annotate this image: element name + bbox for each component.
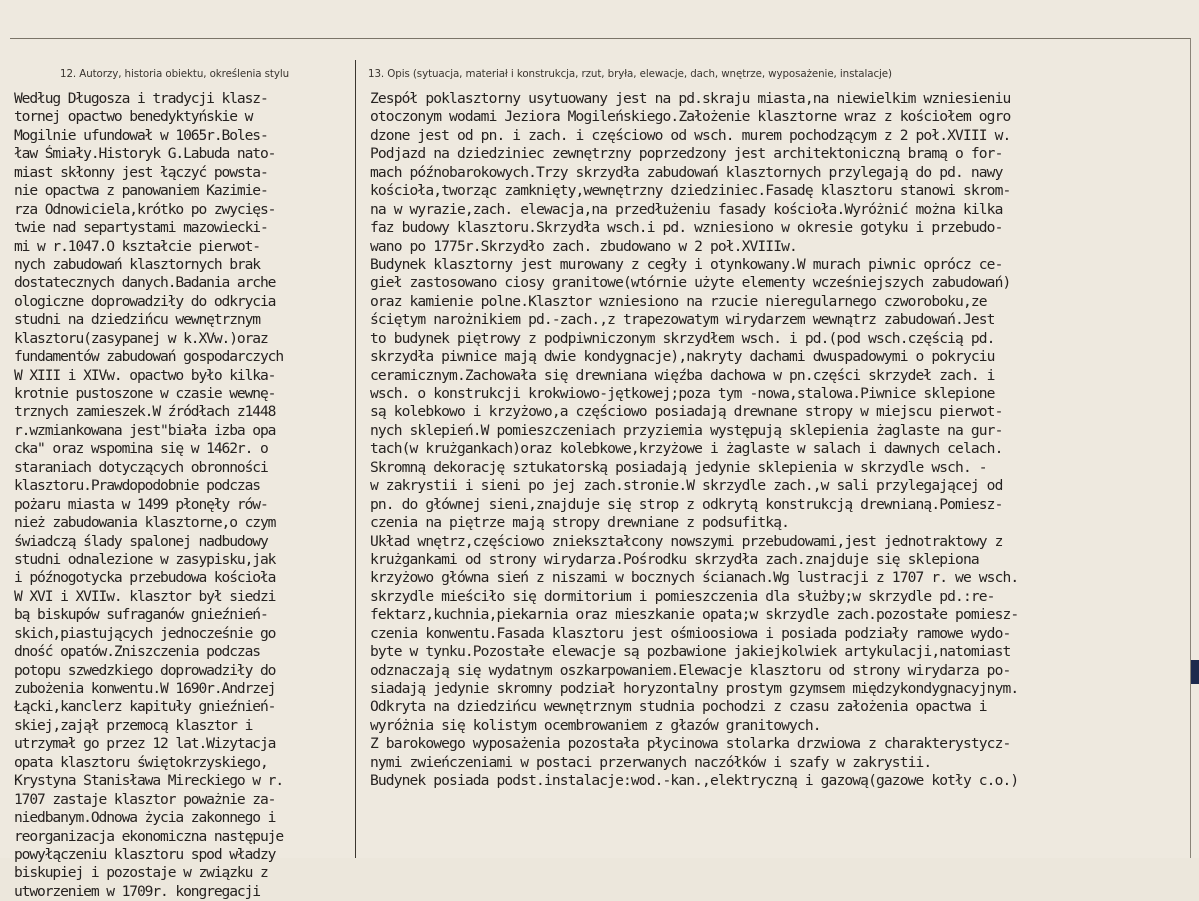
history-text-line: bą biskupów sufraganów gnieźnień- bbox=[14, 606, 268, 624]
description-text-line: na w wyrazie,zach. elewacja,na przedłużeniu fasady kościoła.Wyróżnić można kilka bbox=[370, 200, 1003, 218]
description-text-line: nych sklepień.W pomieszczeniach przyziemia występują sklepienia żaglaste na gur- bbox=[370, 421, 1003, 439]
history-text-line: mi w r.1047.O kształcie pierwot- bbox=[14, 237, 260, 255]
description-text-line: siadają jedynie skromny podział horyzontalny prostym gzymsem międzykondygnacyjnym. bbox=[370, 680, 1019, 697]
history-text-line: nież zabudowania klasztorne,o czym bbox=[14, 514, 276, 532]
description-text-line: czenia konwentu.Fasada klasztoru jest ośmioosiowa i posiada podziały ramowe wydo- bbox=[370, 624, 1011, 642]
description-text-line: pn. do głównej sieni,znajduje się strop z odkrytą konstrukcją drewnianą.Pomiesz- bbox=[370, 495, 1003, 513]
description-text-line: krużgankami od strony wirydarza.Pośrodku skrzydła zach.znajduje się sklepiona bbox=[370, 550, 979, 568]
description-text-line: krzyżowo główna sień z niszami w bocznych ścianach.Wg lustracji z 1707 r. we wsch. bbox=[370, 569, 1019, 587]
description-text-line: byte w tynku.Pozostałe elewacje są pozbawione jakiejkolwiek artykulacji,natomiast bbox=[370, 643, 1011, 661]
history-text-column bbox=[14, 90, 356, 901]
history-text-line: i późnogotycka przebudowa kościoła bbox=[14, 569, 276, 587]
history-text-line: niedbanym.Odnowa życia zakonnego i bbox=[14, 809, 276, 827]
history-text-line: reorganizacja ekonomiczna następuje bbox=[14, 827, 284, 845]
description-text-line: Podjazd na dziedziniec zewnętrzny poprzedzony jest architektoniczną bramą o for- bbox=[370, 145, 1003, 163]
history-text-line: Według Długosza i tradycji klasz- bbox=[14, 90, 268, 107]
description-text-line: ściętym narożnikiem pd.-zach.,z trapezowatym wirydarzem wewnątrz zabudowań.Jest bbox=[370, 311, 995, 329]
history-text-line: Łącki,kanclerz kapituły gnieźnień- bbox=[14, 698, 276, 716]
description-text-line: Z barokowego wyposażenia pozostała płycinowa stolarka drzwiowa z charakterystycz- bbox=[370, 735, 1011, 753]
history-text-line: klasztoru(zasypanej w k.XVw.)oraz bbox=[14, 329, 268, 347]
history-text-line: opata klasztoru świętokrzyskiego, bbox=[14, 753, 268, 771]
description-text-line: wano po 1775r.Skrzydło zach. zbudowano w 2 poł.XVIIIw. bbox=[370, 237, 797, 255]
section-13-header: 13. Opis (sytuacja, materiał i konstrukcja, rzut, bryła, elewacje, dach, wnętrze, wyposażenie, instalacje) bbox=[368, 68, 892, 80]
history-text-line: dostatecznych danych.Badania arche bbox=[14, 274, 276, 292]
history-text-line: utworzeniem w 1709r. kongregacji bbox=[14, 882, 260, 900]
history-text-line: skich,piastujących jednocześnie go bbox=[14, 624, 276, 642]
description-text-line: tach(w krużgankach)oraz kolebkowe,krzyżowe i żaglaste w salach i dawnych celach. bbox=[370, 440, 1003, 458]
history-text-line: zubożenia konwentu.W 1690r.Andrzej bbox=[14, 680, 276, 697]
description-text-line: są kolebkowo i krzyżowo,a częściowo posiadają drewnane stropy w miejscu pierwot- bbox=[370, 403, 1003, 421]
description-text-line: odznaczają się wydatnym oszkarpowaniem.Elewacje klasztoru od strony wirydarza po- bbox=[370, 661, 1011, 679]
description-text-line: to budynek piętrowy z podpiwniczonym skrzydłem wsch. i pd.(pod wsch.częścią pd. bbox=[370, 329, 995, 347]
description-text-line: mach późnobarokowych.Trzy skrzydła zabudowań klasztornych przylegają do pd. nawy bbox=[370, 163, 1003, 181]
history-text-line: ław Śmiały.Historyk G.Labuda nato- bbox=[14, 145, 276, 163]
history-text-line: klasztoru.Prawdopodobnie podczas bbox=[14, 477, 260, 495]
history-text-line: Krystyna Stanisława Mireckiego w r. bbox=[14, 772, 284, 790]
top-border-line bbox=[10, 38, 1190, 39]
history-text-line: studni odnalezione w zasypisku,jak bbox=[14, 550, 276, 568]
section-12-header: 12. Autorzy, historia obiektu, określenia stylu bbox=[60, 68, 290, 80]
history-text-line: staraniach dotyczących obronności bbox=[14, 458, 268, 476]
history-text-line: trznych zamieszek.W źródłach z1448 bbox=[14, 403, 276, 421]
history-text-line: świadczą ślady spalonej nadbudowy bbox=[14, 532, 268, 550]
description-text-line: nymi zwieńczeniami w postaci przerwanych naczółków i szafy w zakrystii. bbox=[370, 753, 932, 771]
history-text-line: skiej,zajął przemocą klasztor i bbox=[14, 716, 253, 734]
history-text-line: studni na dziedzińcu wewnętrznym bbox=[14, 311, 260, 329]
history-text-line: rza Odnowiciela,krótko po zwycięs- bbox=[14, 200, 276, 218]
description-text-line: w zakrystii i sieni po jej zach.stronie.W skrzydle zach.,w sali przylegającej od bbox=[370, 477, 1003, 495]
history-text-line: tornej opactwo benedyktyńskie w bbox=[14, 108, 253, 126]
description-text-line: Budynek posiada podst.instalacje:wod.-kan.,elektryczną i gazową(gazowe kotły c.o.) bbox=[370, 772, 1019, 790]
description-text-column bbox=[370, 90, 1188, 791]
description-text-line: fektarz,kuchnia,piekarnia oraz mieszkanie opata;w skrzydle zach.pozostałe pomiesz- bbox=[370, 606, 1019, 624]
history-text-line: pożaru miasta w 1499 płonęły rów- bbox=[14, 495, 268, 513]
description-text-line: wyróżnia się kolistym ocembrowaniem z głazów granitowych. bbox=[370, 716, 821, 734]
description-text-line: wsch. o konstrukcji krokwiowo-jętkowej;poza tym -nowa,stalowa.Piwnice sklepione bbox=[370, 385, 995, 402]
description-text-line: Zespół poklasztorny usytuowany jest na pd.skraju miasta,na niewielkim wzniesieniu bbox=[370, 90, 1011, 107]
history-text-line: cka" oraz wspomina się w 1462r. o bbox=[14, 440, 268, 458]
history-text-line: krotnie pustoszone w czasie wewnę- bbox=[14, 385, 276, 402]
history-text-line: 1707 zastaje klasztor poważnie za- bbox=[14, 790, 276, 808]
description-text-line: skrzydle mieściło się dormitorium i pomieszczenia dla służby;w skrzydle pd.:re- bbox=[370, 587, 995, 605]
history-text-line: nych zabudowań klasztornych brak bbox=[14, 255, 260, 273]
history-text-line: W XIII i XIVw. opactwo było kilka- bbox=[14, 366, 276, 384]
history-text-line: nie opactwa z panowaniem Kazimie- bbox=[14, 182, 268, 200]
edge-tab-mark bbox=[1191, 660, 1199, 684]
history-text-line: W XVI i XVIIw. klasztor był siedzi bbox=[14, 587, 276, 605]
description-text-line: otoczonym wodami Jeziora Mogileńskiego.Założenie klasztorne wraz z kościołem ogro bbox=[370, 108, 1011, 126]
description-text-line: oraz kamienie polne.Klasztor wzniesiono na rzucie nieregularnego czworoboku,ze bbox=[370, 292, 987, 310]
history-text-line: dność opatów.Zniszczenia podczas bbox=[14, 643, 260, 661]
history-text-line: powyłączeniu klasztoru spod władzy bbox=[14, 845, 276, 863]
history-text-line: potopu szwedzkiego doprowadziły do bbox=[14, 661, 276, 679]
description-text-line: Odkryta na dziedzińcu wewnętrznym studnia pochodzi z czasu założenia opactwa i bbox=[370, 698, 987, 716]
description-text-line: Skromną dekorację sztukatorską posiadają jedynie sklepienia w skrzydle wsch. - bbox=[370, 458, 987, 476]
history-text-line: biskupiej i pozostaje w związku z bbox=[14, 864, 268, 882]
history-text-line: twie nad separtystami mazowiecki- bbox=[14, 219, 268, 237]
description-text-line: Układ wnętrz,częściowo zniekształcony nowszymi przebudowami,jest jednotraktowy z bbox=[370, 532, 1003, 550]
description-text-line: Budynek klasztorny jest murowany z cegły i otynkowany.W murach piwnic oprócz ce- bbox=[370, 255, 1003, 273]
description-text-line: skrzydła piwnice mają dwie kondygnacje),nakryty dachami dwuspadowymi o pokryciu bbox=[370, 348, 995, 366]
history-text-line: fundamentów zabudowań gospodarczych bbox=[14, 348, 284, 366]
description-text-line: faz budowy klasztoru.Skrzydła wsch.i pd. wzniesiono w okresie gotyku i przebudo- bbox=[370, 219, 1003, 237]
history-text-line: utrzymał go przez 12 lat.Wizytacja bbox=[14, 735, 276, 753]
description-text-line: kościoła,tworząc zamknięty,wewnętrzny dziedziniec.Fasadę klasztoru stanowi skrom- bbox=[370, 182, 1011, 200]
description-text-line: dzone jest od pn. i zach. i częściowo od wsch. murem pochodzącym z 2 poł.XVIII w. bbox=[370, 126, 1011, 144]
history-text-line: miast skłonny jest łączyć powsta- bbox=[14, 163, 268, 181]
description-text-line: gieł zastosowano ciosy granitowe(wtórnie użyte elementy wcześniejszych zabudowań) bbox=[370, 274, 1011, 292]
history-text-line: Mogilnie ufundował w 1065r.Boles- bbox=[14, 126, 268, 144]
right-border-line bbox=[1190, 38, 1191, 858]
history-text-line: ologiczne doprowadziły do odkrycia bbox=[14, 292, 276, 310]
description-text-line: ceramicznym.Zachowała się drewniana więźba dachowa w pn.części skrzydeł zach. i bbox=[370, 366, 995, 384]
description-text-line: czenia na piętrze mają stropy drewniane z podsufitką. bbox=[370, 514, 790, 532]
history-text-line: r.wzmiankowana jest"biała izba opa bbox=[14, 421, 276, 439]
